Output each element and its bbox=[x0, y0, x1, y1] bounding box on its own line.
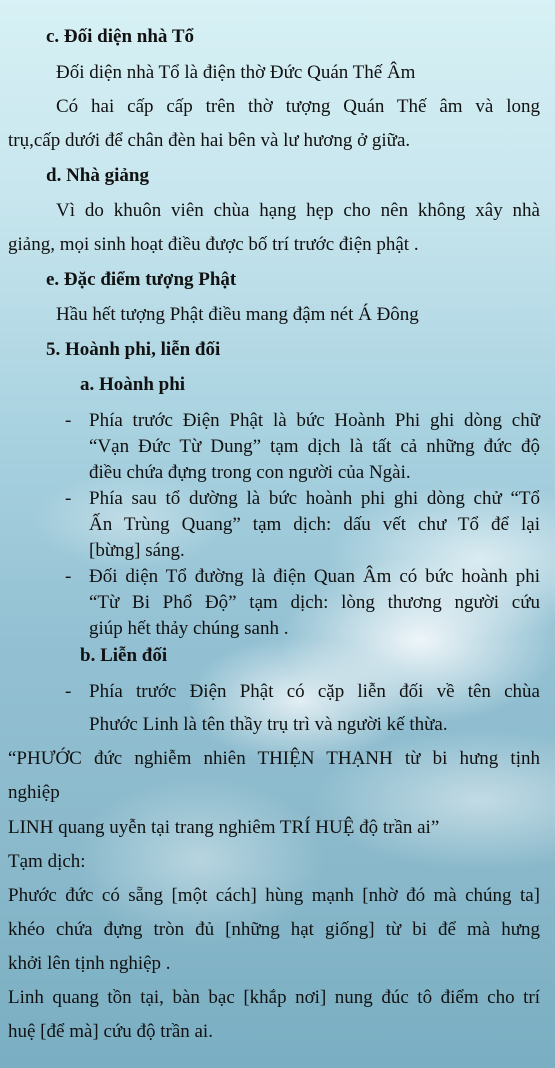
bullet-dash: - bbox=[65, 410, 72, 431]
paragraph-d-line1b: giảng, mọi sinh hoạt điều được bố trí trước điện phật . bbox=[8, 234, 419, 255]
quote-line2: LINH quang uyễn tại trang nghiêm TRÍ HUỆ độ trần ai” bbox=[8, 817, 440, 838]
paragraph-c-line1: Đối diện nhà Tổ là điện thờ Đức Quán Thế Âm bbox=[56, 62, 416, 83]
list-item-a3-line1: Đối diện Tổ đường là điện Quan Âm có bức hoành phi bbox=[89, 566, 540, 587]
paragraph-d-line1a: Vì do khuôn viên chùa hạng hẹp cho nên không xây nhà bbox=[56, 200, 540, 221]
heading-section-5: 5. Hoành phi, liễn đối bbox=[46, 339, 221, 360]
paragraph-c-line2a: Có hai cấp cấp trên thờ tượng Quán Thế âm và long bbox=[56, 96, 540, 117]
translation2-line2: huệ [để mà] cứu độ trần ai. bbox=[8, 1021, 213, 1042]
list-item-b1-line2: Phước Linh là tên thầy trụ trì và người kế thừa. bbox=[89, 714, 448, 735]
list-item-a2-line1: Phía sau tổ dường là bức hoành phi ghi dòng chử “Tổ bbox=[89, 488, 540, 509]
heading-e: e. Đặc điểm tượng Phật bbox=[46, 269, 237, 290]
bullet-dash: - bbox=[65, 488, 72, 509]
paragraph-e-line1: Hầu hết tượng Phật điều mang đậm nét Á Đông bbox=[56, 304, 419, 325]
translation1-line1: Phước đức có sẵng [một cách] hùng mạnh [nhờ đó mà chúng ta] bbox=[8, 885, 540, 906]
list-item-a1-line1: Phía trước Điện Phật là bức Hoành Phi ghi dòng chữ bbox=[89, 410, 540, 431]
list-item-a1-line2: “Vạn Đức Từ Dung” tạm dịch là tất cả những đức độ bbox=[89, 436, 540, 457]
heading-a: a. Hoành phi bbox=[80, 374, 186, 395]
paragraph-c-line2b: trụ,cấp dưới để chân đèn hai bên và lư hương ở giữa. bbox=[8, 130, 411, 151]
list-item-a1-line3: điều chứa đựng trong con người của Ngài. bbox=[89, 462, 411, 483]
list-item-b1-line1: Phía trước Điện Phật có cặp liễn đối về tên chùa bbox=[89, 681, 540, 702]
translation1-line3: khởi lên tịnh nghiệp . bbox=[8, 953, 171, 974]
quote-line1a: “PHƯỚC đức nghiễm nhiên THIỆN THẠNH từ bi hưng tịnh bbox=[8, 748, 540, 769]
quote-line1b: nghiệp bbox=[8, 782, 60, 803]
heading-b: b. Liễn đối bbox=[80, 645, 168, 666]
list-item-a2-line2: Ấn Trùng Quang” tạm dịch: dấu vết chư Tổ để lại bbox=[89, 514, 540, 535]
list-item-a2-line3: [bừng] sáng. bbox=[89, 540, 185, 561]
heading-d: d. Nhà giảng bbox=[46, 165, 149, 186]
translation-label: Tạm dịch: bbox=[8, 851, 86, 872]
bullet-dash: - bbox=[65, 566, 72, 587]
bullet-dash: - bbox=[65, 681, 72, 702]
translation2-line1: Linh quang tồn tại, bàn bạc [khắp nơi] nung đúc tô điểm cho trí bbox=[8, 987, 540, 1008]
heading-c: c. Đối diện nhà Tổ bbox=[46, 26, 194, 47]
translation1-line2: khéo chứa đựng tròn đủ [những hạt giống] từ bi để mà hưng bbox=[8, 919, 540, 940]
list-item-a3-line3: giúp hết thảy chúng sanh . bbox=[89, 618, 289, 639]
list-item-a3-line2: “Từ Bi Phổ Độ” tạm dịch: lòng thương người cứu bbox=[89, 592, 540, 613]
